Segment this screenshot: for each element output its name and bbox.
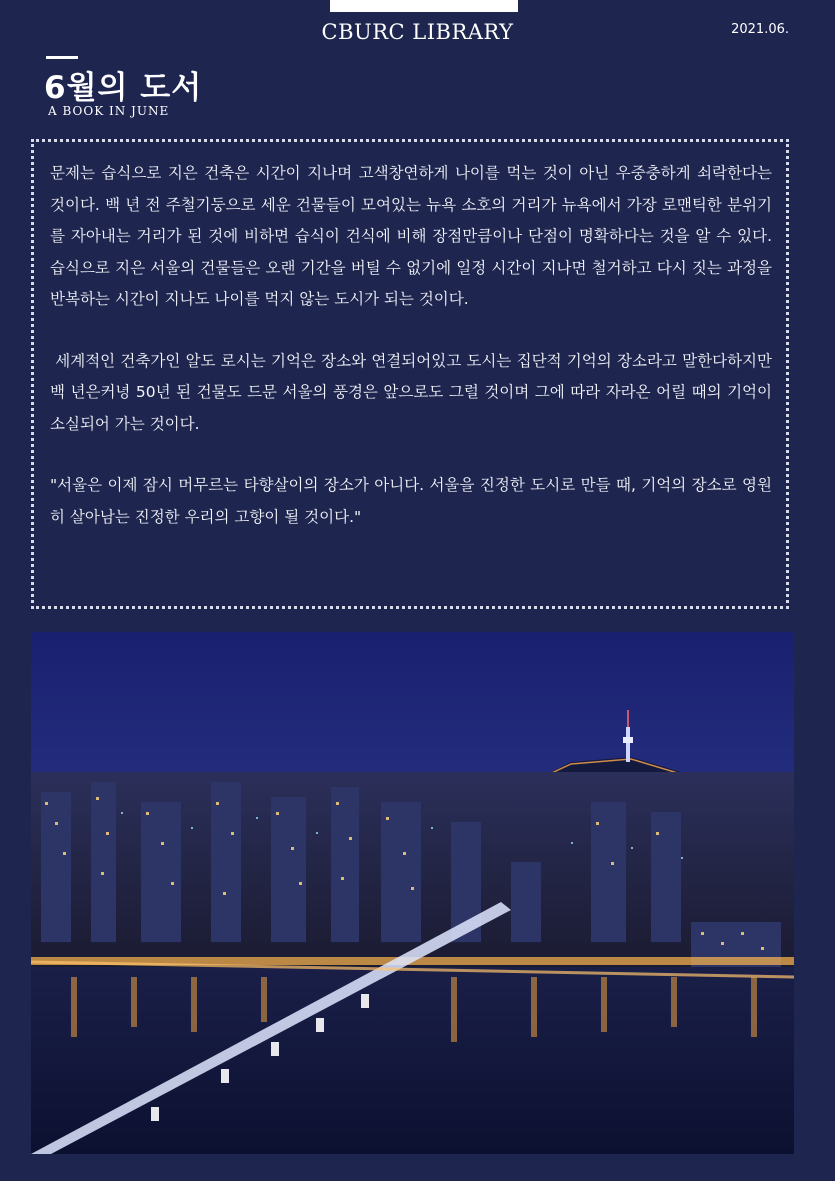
article-paragraph-1: 문제는 습식으로 지은 건축은 시간이 지나며 고색창연하게 나이를 먹는 것이 아닌 우중충하게 쇠락한다는 것이다. 백 년 전 주철기둥으로 세운 건물들이 모여있는 뉴욕 소호의 거리가 뉴욕에서 가장 로맨틱한 분위기를 자아내는 거리가 된 것에 비하면 습식이 건식에 비해 장점만큼이나 단점이 명확하다는 것을 알 수 있다. 습식으로 지은 서울의 건물들은 오랜 기간을 버틸 수 없기에 일정 시간이 지나면 철거하고 다시 짓는 과정을 반복하는 시간이 지나도 나이를 먹지 않는 도시가 되는 것이다. (50, 164, 772, 308)
article-quote: "서울은 이제 잠시 머무르는 타향살이의 장소가 아니다. 서울을 진정한 도시로 만들 때, 기억의 장소로 영원히 살아남는 진정한 우리의 고향이 될 것이다." (50, 476, 772, 526)
page-subtitle: A BOOK IN JUNE (48, 104, 170, 118)
top-tab-decoration (330, 0, 518, 12)
cityscape-illustration (31, 632, 794, 1154)
article-paragraph-2: 세계적인 건축가인 알도 로시는 기억은 장소와 연결되어있고 도시는 집단적 기억의 장소라고 말한다하지만 백 년은커녕 50년 된 건물도 드문 서울의 풍경은 앞으로도 그럴 것이며 그에 따라 자라온 어릴 때의 기억이 소실되어 가는 것이다. (50, 351, 777, 433)
seoul-night-photo (31, 632, 794, 1154)
library-name: CBURC LIBRARY (321, 20, 514, 44)
article-text-box (31, 139, 789, 609)
issue-date: 2021.06. (731, 22, 789, 37)
page-title: 6월의 도서 (44, 70, 203, 106)
title-rule (46, 56, 78, 59)
